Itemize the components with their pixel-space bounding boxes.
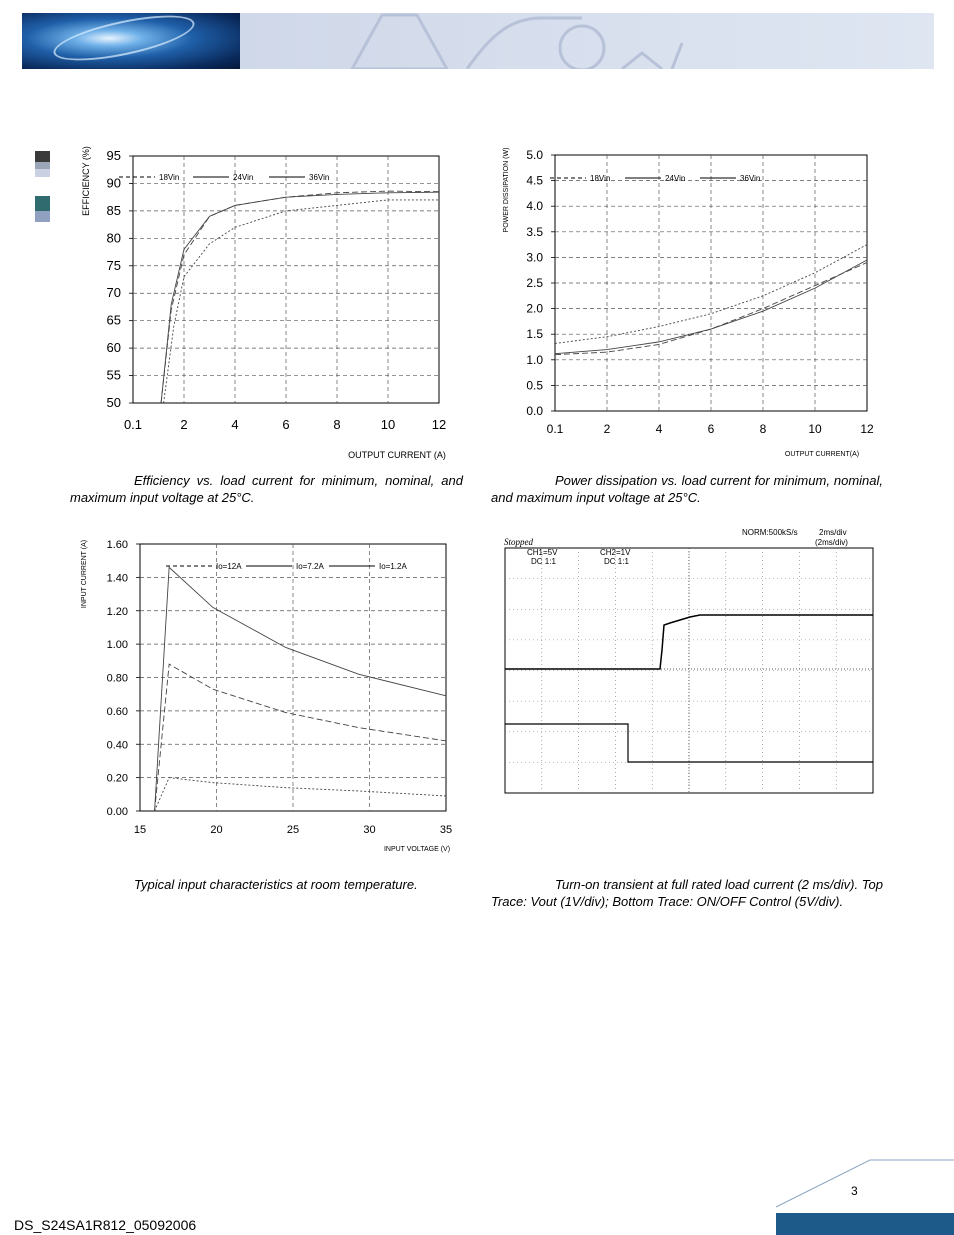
y-tick-label: 0.60 bbox=[106, 705, 128, 718]
y-tick-label: 60 bbox=[106, 340, 121, 356]
scope-ch1-label: CH1=5V bbox=[527, 548, 558, 557]
x-tick-label: 2 bbox=[603, 422, 611, 436]
y-tick-label: 0.80 bbox=[106, 672, 128, 685]
y-tick-label: 0.0 bbox=[526, 404, 543, 418]
y-tick-label: 0.00 bbox=[106, 806, 128, 818]
scope-graticule bbox=[505, 548, 873, 793]
x-tick-label: 8 bbox=[333, 417, 341, 432]
x-tick-label: 35 bbox=[439, 824, 453, 836]
footer-bar bbox=[776, 1213, 954, 1235]
page-number: 3 bbox=[851, 1184, 858, 1198]
y-tick-label: 1.60 bbox=[106, 539, 128, 551]
x-tick-label: 8 bbox=[759, 422, 767, 436]
x-axis-label: OUTPUT CURRENT(A) bbox=[784, 451, 860, 458]
scope-timebase: 2ms/div bbox=[819, 528, 847, 537]
x-tick-label: 25 bbox=[286, 824, 300, 836]
y-tick-label: 0.5 bbox=[526, 378, 543, 393]
x-tick-label: 4 bbox=[231, 417, 239, 432]
scope-ch2-coupling: DC 1:1 bbox=[604, 557, 629, 566]
y-tick-label: 90 bbox=[106, 175, 121, 191]
caption-input: Typical input characteristics at room temperature. bbox=[134, 877, 418, 892]
x-tick-label: 12 bbox=[431, 417, 447, 432]
y-tick-label: 1.20 bbox=[106, 605, 128, 618]
y-tick-label: 3.5 bbox=[526, 224, 543, 239]
y-tick-label: 50 bbox=[106, 395, 121, 410]
scope-mode: NORM:500kS/s bbox=[742, 528, 798, 537]
scope-status: Stopped bbox=[504, 537, 533, 547]
y-tick-label: 5.0 bbox=[526, 148, 543, 162]
y-tick-label: 1.5 bbox=[526, 327, 543, 342]
y-tick-label: 2.0 bbox=[526, 301, 543, 316]
y-tick-label: 0.20 bbox=[106, 772, 128, 785]
x-tick-label: 20 bbox=[210, 824, 223, 836]
y-tick-label: 1.00 bbox=[106, 639, 128, 652]
caption-turnon: Turn-on transient at full rated load current (2 ms/div). Top Trace: Vout (1V/div); Bottom Trace: ON/OFF Control (5V/div). bbox=[491, 877, 883, 909]
x-tick-label: 15 bbox=[133, 824, 147, 836]
y-tick-label: 4.0 bbox=[526, 199, 543, 214]
y-tick-label: 85 bbox=[106, 202, 121, 218]
x-tick-label: 10 bbox=[808, 422, 822, 436]
x-tick-label: 4 bbox=[655, 422, 663, 436]
x-tick-label: 12 bbox=[860, 422, 874, 436]
y-axis-label: EFFICIENCY (%) bbox=[81, 146, 91, 216]
x-tick-label: 6 bbox=[282, 417, 290, 432]
legend-label: 36Vin bbox=[740, 174, 761, 183]
y-tick-label: 1.40 bbox=[106, 572, 128, 585]
y-tick-label: 3.0 bbox=[526, 250, 543, 265]
y-axis-label: POWER DISSIPATION (W) bbox=[503, 147, 510, 233]
y-tick-label: 2.5 bbox=[526, 276, 543, 290]
legend-label: Io=7.2A bbox=[296, 562, 324, 571]
x-tick-label: 30 bbox=[363, 824, 376, 836]
x-tick-label: 0.1 bbox=[123, 417, 143, 432]
x-tick-label: 2 bbox=[180, 417, 188, 432]
y-tick-label: 1.0 bbox=[526, 352, 543, 367]
caption-efficiency: Efficiency vs. load current for minimum, nominal, and maximum input voltage at 25°C. bbox=[70, 473, 463, 505]
y-tick-label: 70 bbox=[106, 285, 121, 301]
legend-label: 24Vin bbox=[233, 173, 254, 182]
scope-ch2-label: CH2=1V bbox=[600, 548, 631, 557]
legend-label: 18Vin bbox=[159, 173, 180, 182]
legend-label: Io=12A bbox=[216, 562, 242, 571]
y-tick-label: 4.5 bbox=[526, 173, 543, 188]
caption-power: Power dissipation vs. load current for minimum, nominal, and maximum input voltage at 25°C. bbox=[491, 473, 883, 505]
y-tick-label: 55 bbox=[106, 367, 121, 383]
x-tick-label: 6 bbox=[707, 422, 715, 436]
y-tick-label: 75 bbox=[106, 257, 121, 273]
document-id: DS_S24SA1R812_05092006 bbox=[14, 1217, 197, 1233]
y-axis-label: INPUT CURRENT (A) bbox=[81, 539, 88, 609]
x-axis-label: INPUT VOLTAGE (V) bbox=[383, 846, 451, 853]
legend-label: 36Vin bbox=[309, 173, 330, 182]
y-tick-label: 80 bbox=[106, 230, 121, 246]
x-tick-label: 10 bbox=[380, 417, 396, 432]
y-tick-label: 65 bbox=[106, 312, 121, 328]
scope-ch1-coupling: DC 1:1 bbox=[531, 557, 556, 566]
scope-timebase-sub: (2ms/div) bbox=[815, 538, 848, 547]
x-tick-label: 0.1 bbox=[546, 422, 564, 436]
y-tick-label: 95 bbox=[106, 148, 121, 163]
legend-label: Io=1.2A bbox=[379, 562, 407, 571]
legend-label: 24Vin bbox=[665, 174, 686, 183]
legend-label: 18Vin bbox=[590, 174, 611, 183]
x-axis-label: OUTPUT CURRENT (A) bbox=[348, 450, 446, 460]
y-tick-label: 0.40 bbox=[106, 739, 128, 752]
